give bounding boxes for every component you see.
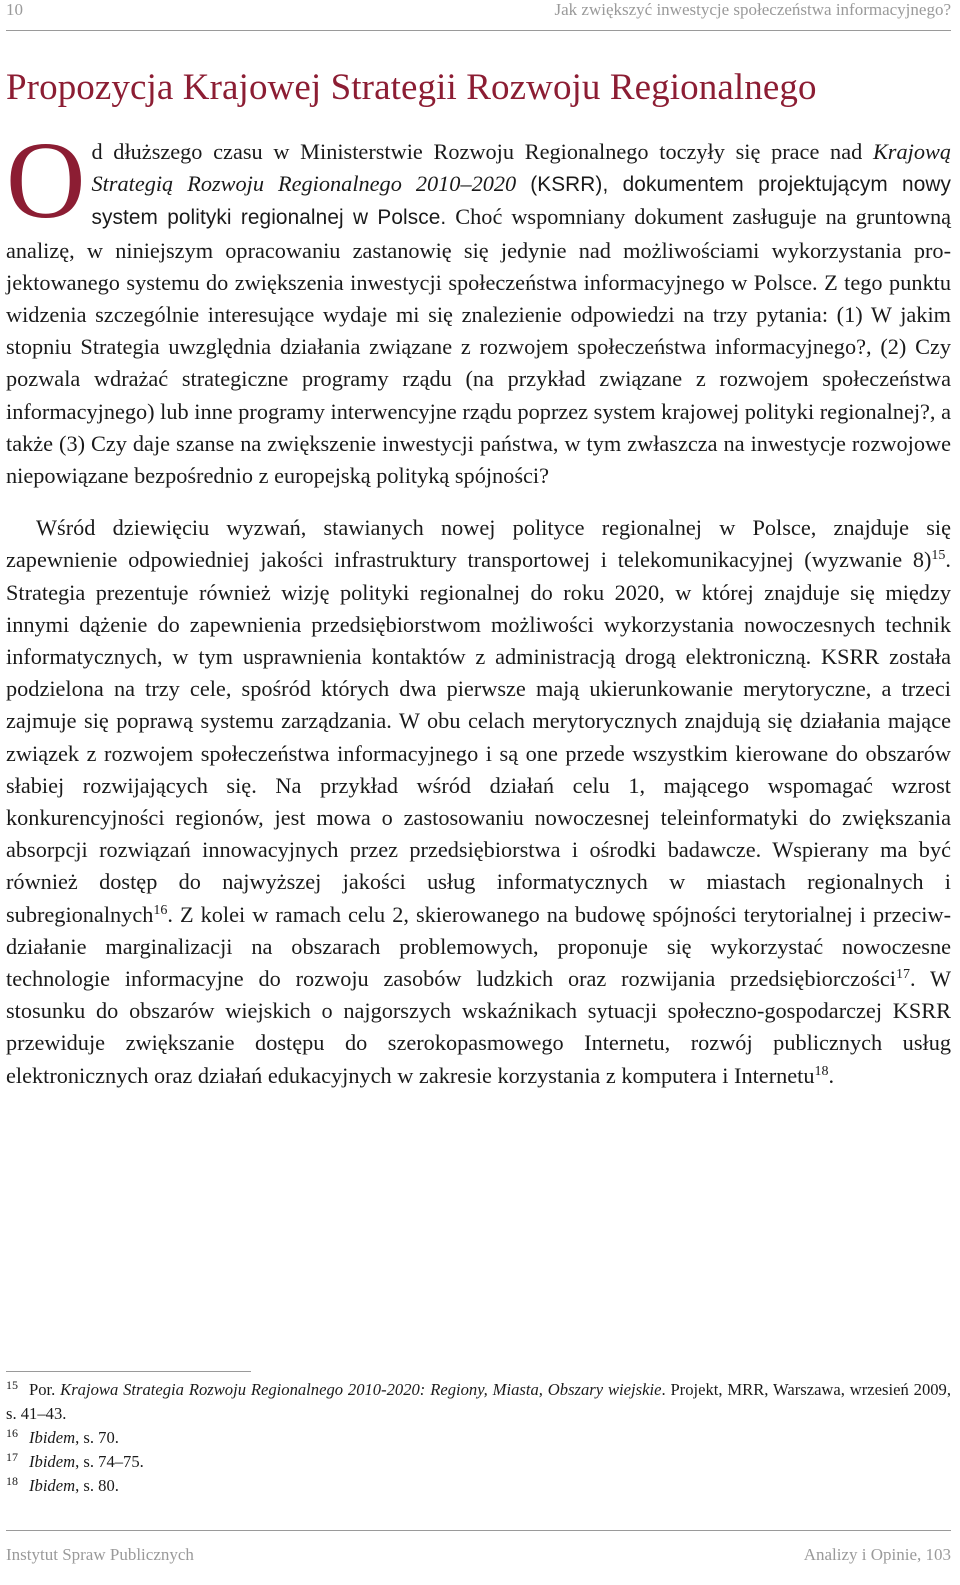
footnote-number: 16: [6, 1426, 18, 1440]
strategy-name: Krajową Strategią Rozwoju Regionalnego 2010–2020: [91, 139, 951, 197]
running-header: [6, 0, 951, 31]
footnote-source-title: Ibidem: [29, 1428, 76, 1447]
footnote-text: , s. 74–75.: [75, 1452, 144, 1471]
footnote-18: [6, 1474, 951, 1498]
footnote-15: [6, 1378, 951, 1426]
series-and-page: Analizy i Opinie, 103: [803, 1545, 951, 1564]
paragraph-text: . W stosunku do obszarów wiejskich o najgorszych wskaźnikach sytuacji społeczno-gospodarczej KSRR przewiduje zwiększanie dostępu do szerokopasmowego Internetu, rozwój publicznych usług elektronicznych oraz działań edukacyjnych w zakresie korzystania z komputera i Internetu: [6, 966, 951, 1088]
footnote-ref-16[interactable]: 16: [153, 902, 168, 918]
footnote-text: , s. 70.: [75, 1428, 119, 1447]
drop-cap: O: [6, 119, 86, 241]
intro-paragraph: [6, 119, 952, 492]
footnote-separator: [6, 1371, 251, 1372]
paragraph-text: . Strategia prezentuje również wizję polityki regionalnej do roku 2020, w której znajduje się między innymi dążenie do zapewnienia przedsiębiorstwom możliwości wykorzystania nowoczesnych technik informatycznych, w tym usprawnienia kontaktów z administracją drogą elektroniczną. KSRR została podzielona na trzy cele, spośród których dwa pierwsze mają ukierunkowanie merytoryczne, a trzeci zajmuje się poprawą systemu zarządzania. W obu celach merytorycznych znajdują się działania mające związek z rozwojem społeczeństwa informacyjnego i są one przede wszystkim kierowane do obszarów słabiej rozwijających się. Na przykład wśród działań celu 1, mającego wspomagać wzrost konkurencyjności regionów, jest mowa o zastosowaniu nowoczesnej teleinformatyki do zwiększania absorpcji rozwiązań innowacyjnych przez przedsiębiorstwa i ośrodki badawcze. Wspierany ma być również dostęp do najwyższej jakości usług informatycznych w miastach regionalnych i subregionalnych: [6, 547, 951, 927]
running-title: Jak zwiększyć inwestycje społeczeństwa informacyjnego?: [554, 0, 951, 19]
intro-sentence-3: Choć wspomniany dokument zasługuje na gruntowną analizę, w niniejszym opracowaniu zastanowię się jedynie nad możliwościami wykorzystania projektowanego systemu do zwiększenia inwestycji społeczeństwa informacyjnego w Polsce. Z tego punktu widzenia szczególnie interesujące wydaje mi się znalezienie odpowiedzi na trzy pytania: (1) W jakim stopniu Strategia uwzględnia działania związane z rozwojem społeczeństwa informacyjnego?, (2) Czy pozwala wdrażać strategiczne programy rządu (na przykład związane z rozwojem społeczeństwa informacyjnego) lub inne programy interwencyjne rządu poprzez system krajowej polityki regionalnej?, a także (3) Czy daje szanse na zwiększenie inwestycji państwa, w tym zwłaszcza na inwestycje rozwojowe niepowiązane bezpośrednio z europejską polityką spójności?: [6, 204, 951, 489]
paragraph-text: .: [828, 1062, 835, 1088]
footnote-ref-18[interactable]: 18: [814, 1063, 829, 1079]
publisher-name: Instytut Spraw Publicznych: [6, 1545, 194, 1564]
paragraph-text: . Z kolei w ramach celu 2, skierowanego na budowę spójności terytorialnej i przeciwdziałanie marginalizacji na obszarach problemowych, proponuje się wykorzystać nowoczesne technologie informacyjne do rozwoju zasobów ludzkich oraz rozwijania przedsiębiorczości: [6, 901, 951, 992]
footnote-text: . Projekt, MRR, Warszawa, wrzesień 2009, s. 41–43.: [6, 1380, 951, 1423]
paragraph-text: Wśród dziewięciu wyzwań, stawianych nowej polityce regionalnej w Polsce, znajduje się zapewnienie odpowiedniej jakości infrastruktury transportowej i telekomunikacyjnej (wyzwanie 8): [6, 515, 951, 573]
intro-sentence-2: (KSRR), dokumentem projektującym nowy system polityki regionalnej w Polsce.: [91, 173, 952, 230]
footnote-ref-15[interactable]: 15: [931, 548, 946, 564]
page-number: 10: [6, 0, 23, 19]
body-text: [6, 119, 952, 1092]
footnote-ref-17[interactable]: 17: [895, 967, 910, 983]
footnote-source-title: Krajowa Strategia Rozwoju Regionalnego 2010-2020: Regiony, Miasta, Obszary wiejskie: [60, 1380, 662, 1399]
footnote-source-title: Ibidem: [29, 1452, 76, 1471]
footnote-number: 17: [6, 1450, 18, 1464]
footnote-source-title: Ibidem: [29, 1476, 76, 1495]
second-paragraph: [6, 512, 951, 1092]
document-page: [6, 0, 951, 1584]
footnotes: [6, 1378, 951, 1498]
footnote-number: 18: [6, 1474, 18, 1488]
footnote-17: [6, 1450, 951, 1474]
footnote-number: 15: [6, 1378, 18, 1392]
footnote-text: , s. 80.: [75, 1476, 119, 1495]
footnote-text: Por.: [29, 1380, 61, 1399]
running-footer: [6, 1530, 951, 1585]
section-title: Propozycja Krajowej Strategii Rozwoju Regionalnego: [6, 67, 817, 108]
footnote-16: [6, 1426, 951, 1450]
intro-sentence-1: d dłuższego czasu w Ministerstwie Rozwoju Regionalnego toczyły się prace nad: [91, 139, 873, 164]
